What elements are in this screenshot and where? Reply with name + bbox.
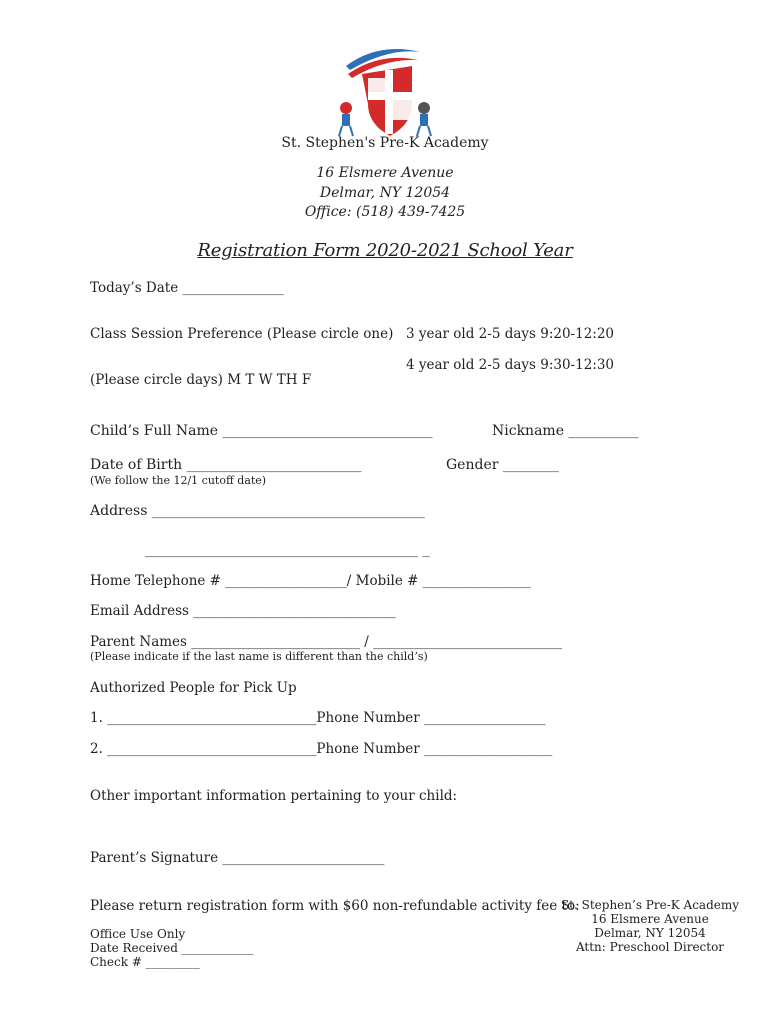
pickup-line-1: 1. _______________________________Phone Number __________________: [90, 710, 546, 726]
todays-date-field: Today’s Date _______________: [90, 280, 284, 296]
pickup-heading: Authorized People for Pick Up: [90, 680, 297, 696]
option-3-year: 3 year old 2-5 days 9:20-12:20: [406, 326, 615, 342]
signature-field: Parent’s Signature ________________________: [90, 850, 385, 866]
return-address-line-2: 16 Elsmere Avenue: [591, 912, 709, 926]
academy-logo: [328, 44, 438, 140]
class-session-label: Class Session Preference (Please circle one): [90, 326, 394, 342]
return-address-line-1: St. Stephen’s Pre-K Academy: [560, 898, 740, 912]
cutoff-note: (We follow the 12/1 cutoff date): [90, 474, 267, 487]
gender-field: Gender ________: [446, 457, 559, 473]
phone-field: Home Telephone # __________________/ Mobile # ________________: [90, 573, 531, 589]
check-number-field: Check # _________: [90, 955, 200, 969]
parent-names-note: (Please indicate if the last name is different than the child’s): [90, 650, 428, 663]
pickup-line-2: 2. _______________________________Phone Number ___________________: [90, 741, 553, 757]
dob-field: Date of Birth _________________________: [90, 457, 362, 473]
address-line-2: _______________________________________ _: [145, 542, 430, 558]
other-info-label: Other important information pertaining to your child:: [90, 788, 458, 804]
child-name-field: Child’s Full Name ______________________________: [90, 423, 433, 439]
date-received-field: Date Received ____________: [90, 941, 254, 955]
academy-name: St. Stephen's Pre-K Academy: [281, 135, 489, 151]
office-use-heading: Office Use Only: [90, 927, 186, 941]
option-4-year: 4 year old 2-5 days 9:30-12:30: [406, 357, 615, 373]
address-field: Address _______________________________________: [90, 503, 425, 519]
academy-street: 16 Elsmere Avenue: [316, 165, 454, 181]
academy-city: Delmar, NY 12054: [319, 185, 451, 201]
nickname-field: Nickname __________: [492, 423, 639, 439]
return-address-line-3: Delmar, NY 12054: [594, 926, 706, 940]
return-address-line-4: Attn: Preschool Director: [575, 940, 725, 954]
page-title: Registration Form 2020-2021 School Year: [197, 240, 573, 261]
parent-names-field: Parent Names _________________________ / ____________________________: [90, 634, 563, 650]
email-field: Email Address ______________________________: [90, 603, 396, 619]
return-instructions: Please return registration form with $60 non-refundable activity fee to:: [90, 898, 580, 914]
circle-days: (Please circle days) M T W TH F: [90, 372, 312, 388]
academy-office-phone: Office: (518) 439-7425: [304, 204, 466, 220]
